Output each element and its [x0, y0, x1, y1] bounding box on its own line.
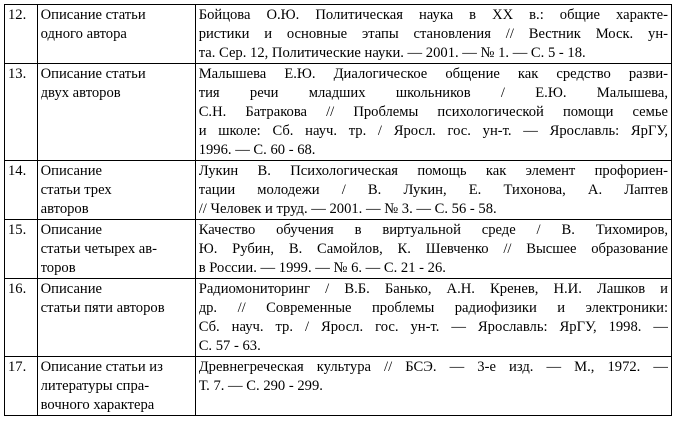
reference-line: С. 57 - 63.	[198, 338, 261, 354]
row-number: 12.	[5, 5, 38, 64]
reference-line: Качество обучения в виртуальной среде / В. Тихомиров,	[198, 222, 668, 238]
reference-line: ристики и основные этапы становления // Вестник Моск. ун-	[198, 26, 668, 42]
row-number: 13.	[5, 64, 38, 161]
description-type	[37, 64, 195, 161]
table-row	[5, 64, 672, 161]
reference-line: // Человек и труд. — 2001. — № 3. — С. 56 - 58.	[198, 201, 497, 217]
description-type	[37, 161, 195, 220]
description-type-line: Описание	[40, 163, 103, 179]
description-type-line: Описание статьи	[40, 7, 146, 23]
table-row	[5, 5, 672, 64]
reference-example	[195, 64, 671, 161]
reference-line: Ю. Рубин, В. Самойлов, К. Шевченко // Высшее образование	[198, 241, 668, 257]
reference-example	[195, 5, 671, 64]
description-type	[37, 279, 195, 357]
table-row	[5, 279, 672, 357]
description-type-line: Описание статьи	[40, 66, 146, 82]
description-type-line: литературы спра-	[40, 378, 150, 394]
reference-example	[195, 357, 671, 416]
reference-line: Лукин В. Психологическая помощь как элемент профориен-	[198, 163, 668, 179]
reference-line: тации молодежи / В. Лукин, Е. Тихонова, А. Лаптев	[198, 182, 668, 198]
reference-line: С.Н. Батракова // Проблемы психологической помощи семье	[198, 104, 668, 120]
description-type-line: статьи четырех ав-	[40, 241, 158, 257]
table-row	[5, 161, 672, 220]
description-type	[37, 220, 195, 279]
row-number: 16.	[5, 279, 38, 357]
reference-line: Т. 7. — С. 290 - 299.	[198, 378, 323, 394]
description-type-line: авторов	[40, 201, 89, 217]
row-number: 14.	[5, 161, 38, 220]
description-type	[37, 357, 195, 416]
reference-line: в России. — 1999. — № 6. — С. 21 - 26.	[198, 260, 446, 276]
row-number: 15.	[5, 220, 38, 279]
reference-line: Древнегреческая культура // БСЭ. — 3-е изд. — М., 1972. —	[198, 359, 668, 375]
description-type-line: Описание	[40, 281, 103, 297]
reference-line: Бойцова О.Ю. Политическая наука в XX в.: общие характе-	[198, 7, 668, 23]
description-type-line: двух авторов	[40, 85, 121, 101]
row-number: 17.	[5, 357, 38, 416]
description-type-line: торов	[40, 260, 76, 276]
reference-example	[195, 279, 671, 357]
reference-line: 1996. — С. 60 - 68.	[198, 142, 316, 158]
reference-line: та. Сер. 12, Политические науки. — 2001. — № 1. — С. 5 - 18.	[198, 45, 586, 61]
description-type	[37, 5, 195, 64]
reference-line: др. // Современные проблемы радиофизики и электроники:	[198, 300, 668, 316]
description-type-line: одного автора	[40, 26, 127, 42]
reference-line: Радиомониторинг / В.Б. Банько, А.Н. Кренев, Н.И. Лашков и	[198, 281, 668, 297]
table-body	[5, 5, 672, 416]
reference-line: тия речи младших школьников / Е.Ю. Малышева,	[198, 85, 668, 101]
description-type-line: Описание статьи из	[40, 359, 163, 375]
reference-line: Сб. науч. тр. / Яросл. гос. ун-т. — Ярославль: ЯрГУ, 1998. —	[198, 319, 668, 335]
reference-line: и школе: Сб. науч. тр. / Яросл. гос. ун-т. — Ярославль: ЯрГУ,	[198, 123, 668, 139]
description-type-line: вочного характера	[40, 397, 155, 413]
table-row	[5, 357, 672, 416]
table-row	[5, 220, 672, 279]
reference-example	[195, 220, 671, 279]
description-type-line: Описание	[40, 222, 103, 238]
reference-table	[4, 4, 672, 416]
description-type-line: статьи трех	[40, 182, 112, 198]
description-type-line: статьи пяти авторов	[40, 300, 165, 316]
reference-line: Малышева Е.Ю. Диалогическое общение как средство разви-	[198, 66, 668, 82]
reference-example	[195, 161, 671, 220]
